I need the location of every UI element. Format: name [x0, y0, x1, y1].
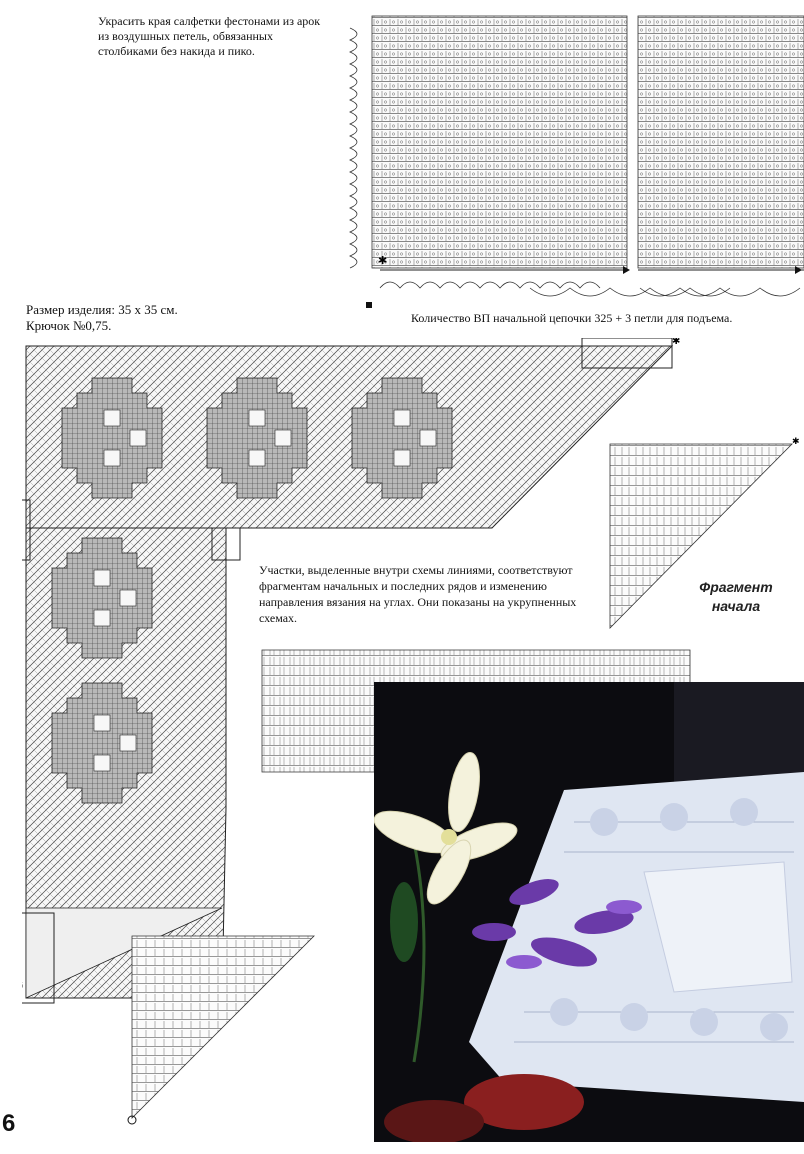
- chain-count-note: Количество ВП начальной цепочки 325 + 3 петли для подъема.: [411, 311, 733, 325]
- page-number: 6: [2, 1110, 16, 1137]
- doily-photo: [374, 682, 804, 1142]
- asterisk-icon: ✱: [792, 437, 800, 447]
- edge-chart-svg: [340, 10, 804, 320]
- edge-chart: [340, 10, 804, 320]
- hook-line: Крючок №0,75.: [26, 318, 112, 333]
- edge-chart-body-right: [638, 16, 804, 268]
- asterisk-icon: ✱: [378, 254, 388, 267]
- edge-chart-body-left: [372, 16, 627, 268]
- fragment-title-line-1: Фрагмент: [699, 579, 773, 595]
- edge-decoration-note: Украсить края салфетки фестонами из арок из воздушных петель, обвязанных столбиками без накида и пико.: [98, 14, 321, 58]
- fragment-title-line-2: начала: [711, 598, 761, 614]
- filled-square-icon: [366, 302, 372, 308]
- sections-note: Участки, выделенные внутри схемы линиями, соответствуют фрагментам начальных и последних рядов и изменению направления вязания на углах. Они показаны на укрупненных схемах.: [259, 563, 577, 625]
- asterisk-icon: ✱: [672, 338, 681, 347]
- corner-end-chart: [126, 930, 322, 1130]
- size-line: Размер изделия: 35 х 35 см.: [26, 302, 178, 317]
- fragment-title: [686, 578, 786, 616]
